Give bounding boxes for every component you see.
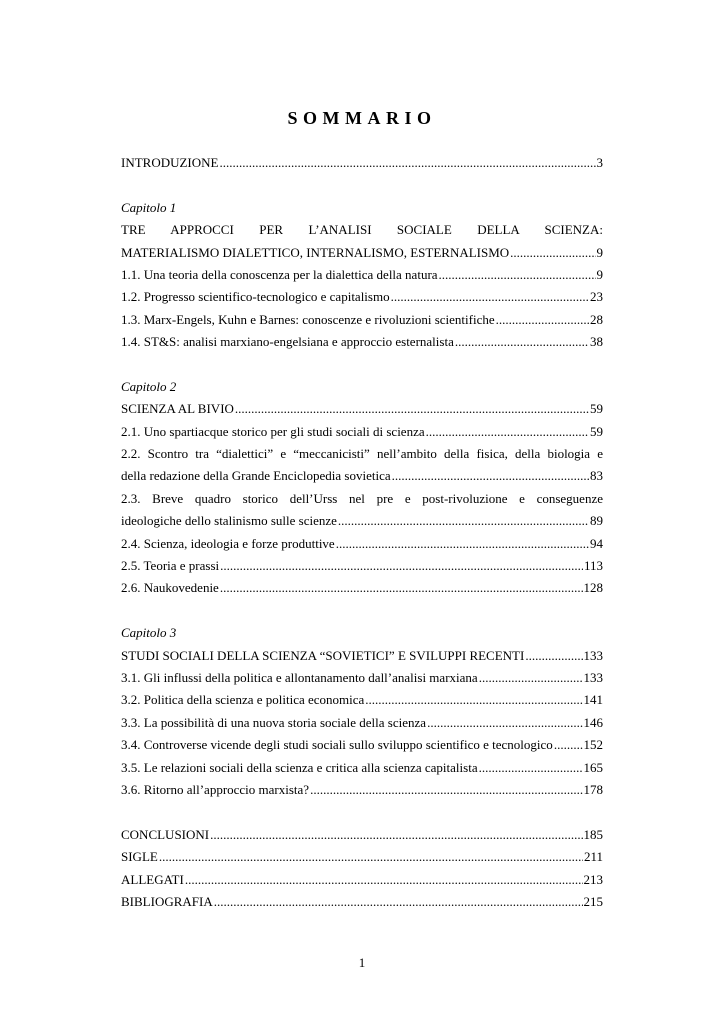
toc-entry-page: 59 (590, 401, 603, 417)
chapter-2-title (121, 398, 603, 420)
toc-entry-page: 128 (583, 580, 603, 596)
toc-entry-page: 113 (583, 558, 603, 574)
toc-entry-page: 133 (583, 669, 603, 685)
toc-entry-2-2-line2 (121, 465, 603, 487)
toc-leader-dots (336, 533, 589, 555)
toc-leader-dots (525, 645, 582, 667)
toc-entry-1-2 (121, 286, 603, 308)
toc-entry-page: 211 (583, 849, 603, 865)
toc-entry-3-2 (121, 689, 603, 711)
toc-entry-1-4 (121, 331, 603, 353)
toc-entry-allegati (121, 869, 603, 891)
toc-entry-page: 59 (590, 423, 603, 439)
toc-leader-dots (392, 465, 589, 487)
toc-entry-2-1 (121, 421, 603, 443)
toc-entry-label: 1.3. Marx-Engels, Kuhn e Barnes: conoscenze e rivoluzioni scientifiche (121, 311, 495, 327)
toc-leader-dots (235, 398, 589, 420)
toc-entry-label: SIGLE (121, 849, 158, 865)
toc-entry-page: 141 (583, 692, 603, 708)
toc-entry-label: 1.1. Una teoria della conoscenza per la dialettica della natura (121, 266, 438, 282)
toc-entry-page: 213 (583, 871, 603, 887)
toc-entry-label: ALLEGATI (121, 871, 184, 887)
toc-entry-page: 3 (596, 155, 603, 170)
toc-entry-label: 2.4. Scienza, ideologia e forze produttive (121, 535, 335, 551)
toc-leader-dots (185, 869, 583, 891)
toc-entry-page: 165 (583, 759, 603, 775)
toc-entry-page: 9 (596, 244, 603, 260)
toc-leader-dots (427, 712, 582, 734)
toc-entry-label: 3.6. Ritorno all’approccio marxista? (121, 781, 310, 797)
toc-leader-dots (426, 421, 589, 443)
toc-entry-label: BIBLIOGRAFIA (121, 893, 213, 909)
toc-leader-dots (310, 779, 582, 801)
toc-entry-label: STUDI SOCIALI DELLA SCIENZA “SOVIETICI” E SVILUPPI RECENTI (121, 647, 525, 663)
toc-entry-3-4 (121, 734, 603, 756)
toc-leader-dots (220, 577, 583, 599)
toc-entry-2-5 (121, 555, 603, 577)
toc-leader-dots (338, 510, 589, 532)
toc-entry-label: 2.6. Naukovedenie (121, 580, 219, 596)
toc-entry-label: INTRODUZIONE (121, 155, 219, 170)
toc-entry-1-1 (121, 264, 603, 286)
chapter-3-title (121, 645, 603, 667)
toc-leader-dots (219, 152, 595, 174)
toc-entry-label: della redazione della Grande Enciclopedia sovietica (121, 468, 391, 484)
chapter-1-title-line2 (121, 242, 603, 264)
table-of-contents (121, 152, 603, 913)
toc-entry-page: 23 (590, 289, 603, 305)
toc-entry-page: 185 (583, 826, 603, 842)
toc-leader-dots (391, 286, 589, 308)
toc-leader-dots (214, 891, 583, 913)
toc-entry-label: 3.5. Le relazioni sociali della scienza e critica alla scienza capitalista (121, 759, 478, 775)
toc-entry-2-3-line1: 2.3. Breve quadro storico dell’Urss nel pre e post-rivoluzione e conseguenze (121, 490, 603, 506)
toc-entry-page: 133 (583, 647, 603, 663)
toc-leader-dots (439, 264, 596, 286)
toc-entry-2-3-line2 (121, 510, 603, 532)
toc-entry-label: 3.3. La possibilità di una nuova storia sociale della scienza (121, 714, 427, 730)
toc-entry-label: 1.2. Progresso scientifico-tecnologico e capitalismo (121, 289, 390, 305)
chapter-3-heading: Capitolo 3 (121, 625, 177, 641)
page-number: 1 (358, 955, 366, 970)
toc-entry-label: MATERIALISMO DIALETTICO, INTERNALISMO, ESTERNALISMO (121, 244, 510, 260)
toc-leader-dots (496, 309, 589, 331)
toc-entry-3-3 (121, 712, 603, 734)
toc-entry-3-6 (121, 779, 603, 801)
toc-entry-introduzione (121, 152, 603, 174)
toc-entry-page: 28 (590, 311, 603, 327)
toc-entry-bibliografia (121, 891, 603, 913)
toc-entry-page: 215 (583, 893, 603, 909)
toc-entry-conclusioni (121, 824, 603, 846)
toc-entry-3-5 (121, 757, 603, 779)
toc-entry-page: 38 (590, 334, 603, 350)
toc-leader-dots (365, 689, 582, 711)
toc-entry-3-1 (121, 667, 603, 689)
toc-entry-2-4 (121, 533, 603, 555)
chapter-1-title-line1: TRE APPROCCI PER L’ANALISI SOCIALE DELLA SCIENZA: (121, 222, 603, 238)
page-title: SOMMARIO (287, 108, 437, 128)
toc-entry-page: 83 (590, 468, 603, 484)
toc-entry-page: 146 (583, 714, 603, 730)
toc-leader-dots (210, 824, 582, 846)
toc-entry-page: 9 (596, 266, 603, 282)
toc-entry-1-3 (121, 309, 603, 331)
toc-entry-page: 178 (583, 781, 603, 797)
toc-entry-page: 89 (590, 513, 603, 529)
toc-leader-dots (554, 734, 583, 756)
toc-leader-dots (479, 757, 583, 779)
toc-leader-dots (479, 667, 583, 689)
toc-entry-sigle (121, 846, 603, 868)
toc-entry-label: CONCLUSIONI (121, 826, 210, 842)
toc-entry-label: ideologiche dello stalinismo sulle scienze (121, 513, 337, 529)
toc-entry-label: 3.1. Gli influssi della politica e allontanamento dall’analisi marxiana (121, 669, 478, 685)
toc-entry-page: 94 (590, 535, 603, 551)
toc-entry-2-6 (121, 577, 603, 599)
toc-entry-label: 3.4. Controverse vicende degli studi sociali sullo sviluppo scientifico e tecnologico (121, 737, 553, 753)
toc-entry-label: SCIENZA AL BIVIO (121, 401, 234, 417)
toc-entry-label: 2.5. Teoria e prassi (121, 558, 220, 574)
toc-entry-label: 2.1. Uno spartiacque storico per gli studi sociali di scienza (121, 423, 425, 439)
toc-entry-2-2-line1: 2.2. Scontro tra “dialettici” e “meccanicisti” nell’ambito della fisica, della biologia e (121, 446, 603, 462)
toc-entry-page: 152 (583, 737, 603, 753)
toc-entry-label: 1.4. ST&S: analisi marxiano-engelsiana e approccio esternalista (121, 334, 454, 350)
chapter-1-heading: Capitolo 1 (121, 199, 177, 215)
toc-leader-dots (455, 331, 589, 353)
toc-leader-dots (510, 242, 595, 264)
toc-leader-dots (220, 555, 583, 577)
toc-leader-dots (159, 846, 583, 868)
chapter-2-heading: Capitolo 2 (121, 378, 177, 394)
toc-entry-label: 3.2. Politica della scienza e politica economica (121, 692, 365, 708)
